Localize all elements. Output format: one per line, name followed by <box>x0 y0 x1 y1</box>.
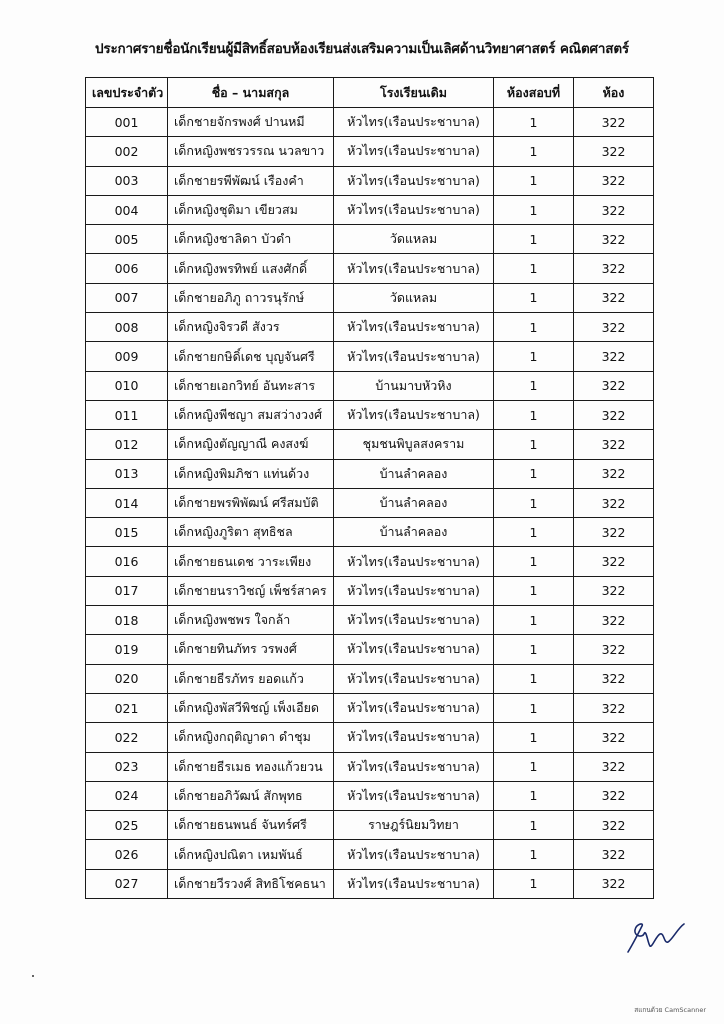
room-cell: 322 <box>574 781 654 810</box>
scan-speck <box>32 975 34 977</box>
exam-room-cell: 1 <box>494 225 574 254</box>
student-name-cell: เด็กหญิงชาลิดา บัวดำ <box>168 225 334 254</box>
table-row <box>86 488 654 517</box>
student-id-cell: 020 <box>86 664 168 693</box>
school-cell: หัวไทร(เรือนประชาบาล) <box>334 781 494 810</box>
table-row <box>86 371 654 400</box>
room-cell: 322 <box>574 254 654 283</box>
table-row <box>86 108 654 137</box>
table-body <box>86 108 654 899</box>
table-row <box>86 635 654 664</box>
school-cell: บ้านลำคลอง <box>334 488 494 517</box>
exam-room-cell: 1 <box>494 459 574 488</box>
school-cell: หัวไทร(เรือนประชาบาล) <box>334 840 494 869</box>
school-cell: วัดแหลม <box>334 225 494 254</box>
exam-room-cell: 1 <box>494 547 574 576</box>
school-cell: หัวไทร(เรือนประชาบาล) <box>334 254 494 283</box>
student-name-cell: เด็กชายรพีพัฒน์ เรืองคำ <box>168 166 334 195</box>
student-name-cell: เด็กหญิงภูริตา สุทธิชล <box>168 518 334 547</box>
student-name-cell: เด็กชายทินภัทร วรพงศ์ <box>168 635 334 664</box>
room-cell: 322 <box>574 547 654 576</box>
room-cell: 322 <box>574 488 654 517</box>
student-name-cell: เด็กชายธีรเมธ ทองแก้วยวน <box>168 752 334 781</box>
table-row <box>86 781 654 810</box>
student-name-cell: เด็กชายอภิภู ถาวรนุรักษ์ <box>168 283 334 312</box>
exam-room-cell: 1 <box>494 664 574 693</box>
room-cell: 322 <box>574 371 654 400</box>
exam-room-cell: 1 <box>494 781 574 810</box>
student-id-cell: 024 <box>86 781 168 810</box>
student-name-cell: เด็กหญิงจิรวดี สังวร <box>168 313 334 342</box>
student-id-cell: 025 <box>86 811 168 840</box>
student-name-cell: เด็กหญิงพรทิพย์ แสงศักดิ์ <box>168 254 334 283</box>
school-cell: หัวไทร(เรือนประชาบาล) <box>334 635 494 664</box>
school-cell: หัวไทร(เรือนประชาบาล) <box>334 166 494 195</box>
school-cell: บ้านลำคลอง <box>334 518 494 547</box>
school-cell: บ้านมาบหัวหิง <box>334 371 494 400</box>
room-cell: 322 <box>574 313 654 342</box>
header-name: ชื่อ – นามสกุล <box>168 78 334 108</box>
student-name-cell: เด็กชายจักรพงศ์ ปานหมี <box>168 108 334 137</box>
student-name-cell: เด็กชายกษิดิ์เดช บุญจันศรี <box>168 342 334 371</box>
exam-room-cell: 1 <box>494 752 574 781</box>
exam-room-cell: 1 <box>494 430 574 459</box>
room-cell: 322 <box>574 723 654 752</box>
table-row <box>86 459 654 488</box>
exam-room-cell: 1 <box>494 635 574 664</box>
student-id-cell: 022 <box>86 723 168 752</box>
table-row <box>86 430 654 459</box>
exam-room-cell: 1 <box>494 723 574 752</box>
room-cell: 322 <box>574 664 654 693</box>
exam-room-cell: 1 <box>494 342 574 371</box>
exam-room-cell: 1 <box>494 371 574 400</box>
student-name-cell: เด็กชายธนพนธ์ จันทร์ศรี <box>168 811 334 840</box>
student-id-cell: 011 <box>86 400 168 429</box>
student-name-cell: เด็กชายวีรวงศ์ สิทธิโชคธนา <box>168 869 334 898</box>
student-name-cell: เด็กหญิงพิมภิชา แท่นด้วง <box>168 459 334 488</box>
student-name-cell: เด็กหญิงกฤติญาดา ดำชุม <box>168 723 334 752</box>
school-cell: ชุมชนพิบูลสงคราม <box>334 430 494 459</box>
student-name-cell: เด็กชายอภิวัฒน์ สักพุทธ <box>168 781 334 810</box>
student-id-cell: 016 <box>86 547 168 576</box>
student-id-cell: 019 <box>86 635 168 664</box>
room-cell: 322 <box>574 400 654 429</box>
school-cell: หัวไทร(เรือนประชาบาล) <box>334 137 494 166</box>
student-id-cell: 003 <box>86 166 168 195</box>
exam-room-cell: 1 <box>494 488 574 517</box>
exam-room-cell: 1 <box>494 811 574 840</box>
exam-room-cell: 1 <box>494 166 574 195</box>
table-row <box>86 342 654 371</box>
room-cell: 322 <box>574 108 654 137</box>
student-id-cell: 015 <box>86 518 168 547</box>
school-cell: หัวไทร(เรือนประชาบาล) <box>334 606 494 635</box>
student-name-cell: เด็กหญิงพชรวรรณ นวลขาว <box>168 137 334 166</box>
table-row <box>86 225 654 254</box>
exam-room-cell: 1 <box>494 400 574 429</box>
student-id-cell: 007 <box>86 283 168 312</box>
exam-room-cell: 1 <box>494 869 574 898</box>
school-cell: หัวไทร(เรือนประชาบาล) <box>334 693 494 722</box>
header-exam-room: ห้องสอบที่ <box>494 78 574 108</box>
school-cell: บ้านลำคลอง <box>334 459 494 488</box>
student-id-cell: 017 <box>86 576 168 605</box>
table-row <box>86 576 654 605</box>
table-row <box>86 518 654 547</box>
school-cell: หัวไทร(เรือนประชาบาล) <box>334 400 494 429</box>
exam-room-cell: 1 <box>494 313 574 342</box>
student-id-cell: 009 <box>86 342 168 371</box>
student-id-cell: 004 <box>86 195 168 224</box>
table-row <box>86 195 654 224</box>
student-id-cell: 021 <box>86 693 168 722</box>
student-name-cell: เด็กหญิงพีชญา สมสว่างวงศ์ <box>168 400 334 429</box>
student-id-cell: 001 <box>86 108 168 137</box>
table-row <box>86 664 654 693</box>
table-row <box>86 693 654 722</box>
school-cell: วัดแหลม <box>334 283 494 312</box>
exam-room-cell: 1 <box>494 576 574 605</box>
student-name-cell: เด็กชายพรพิพัฒน์ ศรีสมบัติ <box>168 488 334 517</box>
school-cell: หัวไทร(เรือนประชาบาล) <box>334 664 494 693</box>
student-id-cell: 005 <box>86 225 168 254</box>
signature-mark <box>620 918 690 958</box>
student-name-cell: เด็กหญิงพัสวีพิชญ์ เพ็งเอียด <box>168 693 334 722</box>
table-row <box>86 869 654 898</box>
table-row <box>86 752 654 781</box>
room-cell: 322 <box>574 137 654 166</box>
table-header-row <box>86 78 654 108</box>
room-cell: 322 <box>574 840 654 869</box>
student-id-cell: 023 <box>86 752 168 781</box>
student-name-cell: เด็กชายเอกวิทย์ อันทะสาร <box>168 371 334 400</box>
student-id-cell: 008 <box>86 313 168 342</box>
table-row <box>86 166 654 195</box>
room-cell: 322 <box>574 869 654 898</box>
student-id-cell: 027 <box>86 869 168 898</box>
exam-room-cell: 1 <box>494 840 574 869</box>
room-cell: 322 <box>574 811 654 840</box>
student-id-cell: 014 <box>86 488 168 517</box>
table-row <box>86 547 654 576</box>
school-cell: หัวไทร(เรือนประชาบาล) <box>334 723 494 752</box>
school-cell: หัวไทร(เรือนประชาบาล) <box>334 576 494 605</box>
table-row <box>86 811 654 840</box>
exam-room-cell: 1 <box>494 254 574 283</box>
student-name-cell: เด็กหญิงตัญญาณี คงสงฆ์ <box>168 430 334 459</box>
school-cell: หัวไทร(เรือนประชาบาล) <box>334 108 494 137</box>
room-cell: 322 <box>574 576 654 605</box>
student-id-cell: 010 <box>86 371 168 400</box>
room-cell: 322 <box>574 166 654 195</box>
school-cell: หัวไทร(เรือนประชาบาล) <box>334 195 494 224</box>
student-id-cell: 006 <box>86 254 168 283</box>
school-cell: หัวไทร(เรือนประชาบาล) <box>334 752 494 781</box>
table-row <box>86 313 654 342</box>
room-cell: 322 <box>574 518 654 547</box>
student-name-cell: เด็กชายธนเดช วาระเพียง <box>168 547 334 576</box>
exam-room-cell: 1 <box>494 518 574 547</box>
school-cell: หัวไทร(เรือนประชาบาล) <box>334 342 494 371</box>
exam-room-cell: 1 <box>494 606 574 635</box>
student-id-cell: 018 <box>86 606 168 635</box>
table-row <box>86 606 654 635</box>
header-student-id: เลขประจำตัว <box>86 78 168 108</box>
document-title: ประกาศรายชื่อนักเรียนผู้มีสิทธิ์สอบห้องเรียนส่งเสริมความเป็นเลิศด้านวิทยาศาสตร์ คณิตศาสตร์ <box>95 41 629 57</box>
room-cell: 322 <box>574 752 654 781</box>
table-row <box>86 723 654 752</box>
room-cell: 322 <box>574 283 654 312</box>
student-name-cell: เด็กหญิงปณิตา เหมพันธ์ <box>168 840 334 869</box>
room-cell: 322 <box>574 606 654 635</box>
table-row <box>86 283 654 312</box>
school-cell: หัวไทร(เรือนประชาบาล) <box>334 547 494 576</box>
student-name-cell: เด็กชายนราวิชญ์ เพ็ชร์สาคร <box>168 576 334 605</box>
table-row <box>86 400 654 429</box>
table-row <box>86 254 654 283</box>
student-list-table <box>85 77 654 899</box>
table-row <box>86 840 654 869</box>
exam-room-cell: 1 <box>494 195 574 224</box>
header-school: โรงเรียนเดิม <box>334 78 494 108</box>
room-cell: 322 <box>574 430 654 459</box>
exam-room-cell: 1 <box>494 693 574 722</box>
room-cell: 322 <box>574 225 654 254</box>
room-cell: 322 <box>574 342 654 371</box>
room-cell: 322 <box>574 459 654 488</box>
school-cell: หัวไทร(เรือนประชาบาล) <box>334 869 494 898</box>
header-room: ห้อง <box>574 78 654 108</box>
exam-room-cell: 1 <box>494 283 574 312</box>
student-name-cell: เด็กชายธีรภัทร ยอดแก้ว <box>168 664 334 693</box>
room-cell: 322 <box>574 693 654 722</box>
student-name-cell: เด็กหญิงชุติมา เขียวสม <box>168 195 334 224</box>
camscanner-watermark: สแกนด้วย CamScanner <box>634 1006 706 1014</box>
table-row <box>86 137 654 166</box>
student-id-cell: 013 <box>86 459 168 488</box>
exam-room-cell: 1 <box>494 108 574 137</box>
student-id-cell: 002 <box>86 137 168 166</box>
student-id-cell: 026 <box>86 840 168 869</box>
room-cell: 322 <box>574 195 654 224</box>
school-cell: หัวไทร(เรือนประชาบาล) <box>334 313 494 342</box>
student-id-cell: 012 <box>86 430 168 459</box>
room-cell: 322 <box>574 635 654 664</box>
exam-room-cell: 1 <box>494 137 574 166</box>
student-name-cell: เด็กหญิงพชพร ใจกล้า <box>168 606 334 635</box>
school-cell: ราษฎร์นิยมวิทยา <box>334 811 494 840</box>
